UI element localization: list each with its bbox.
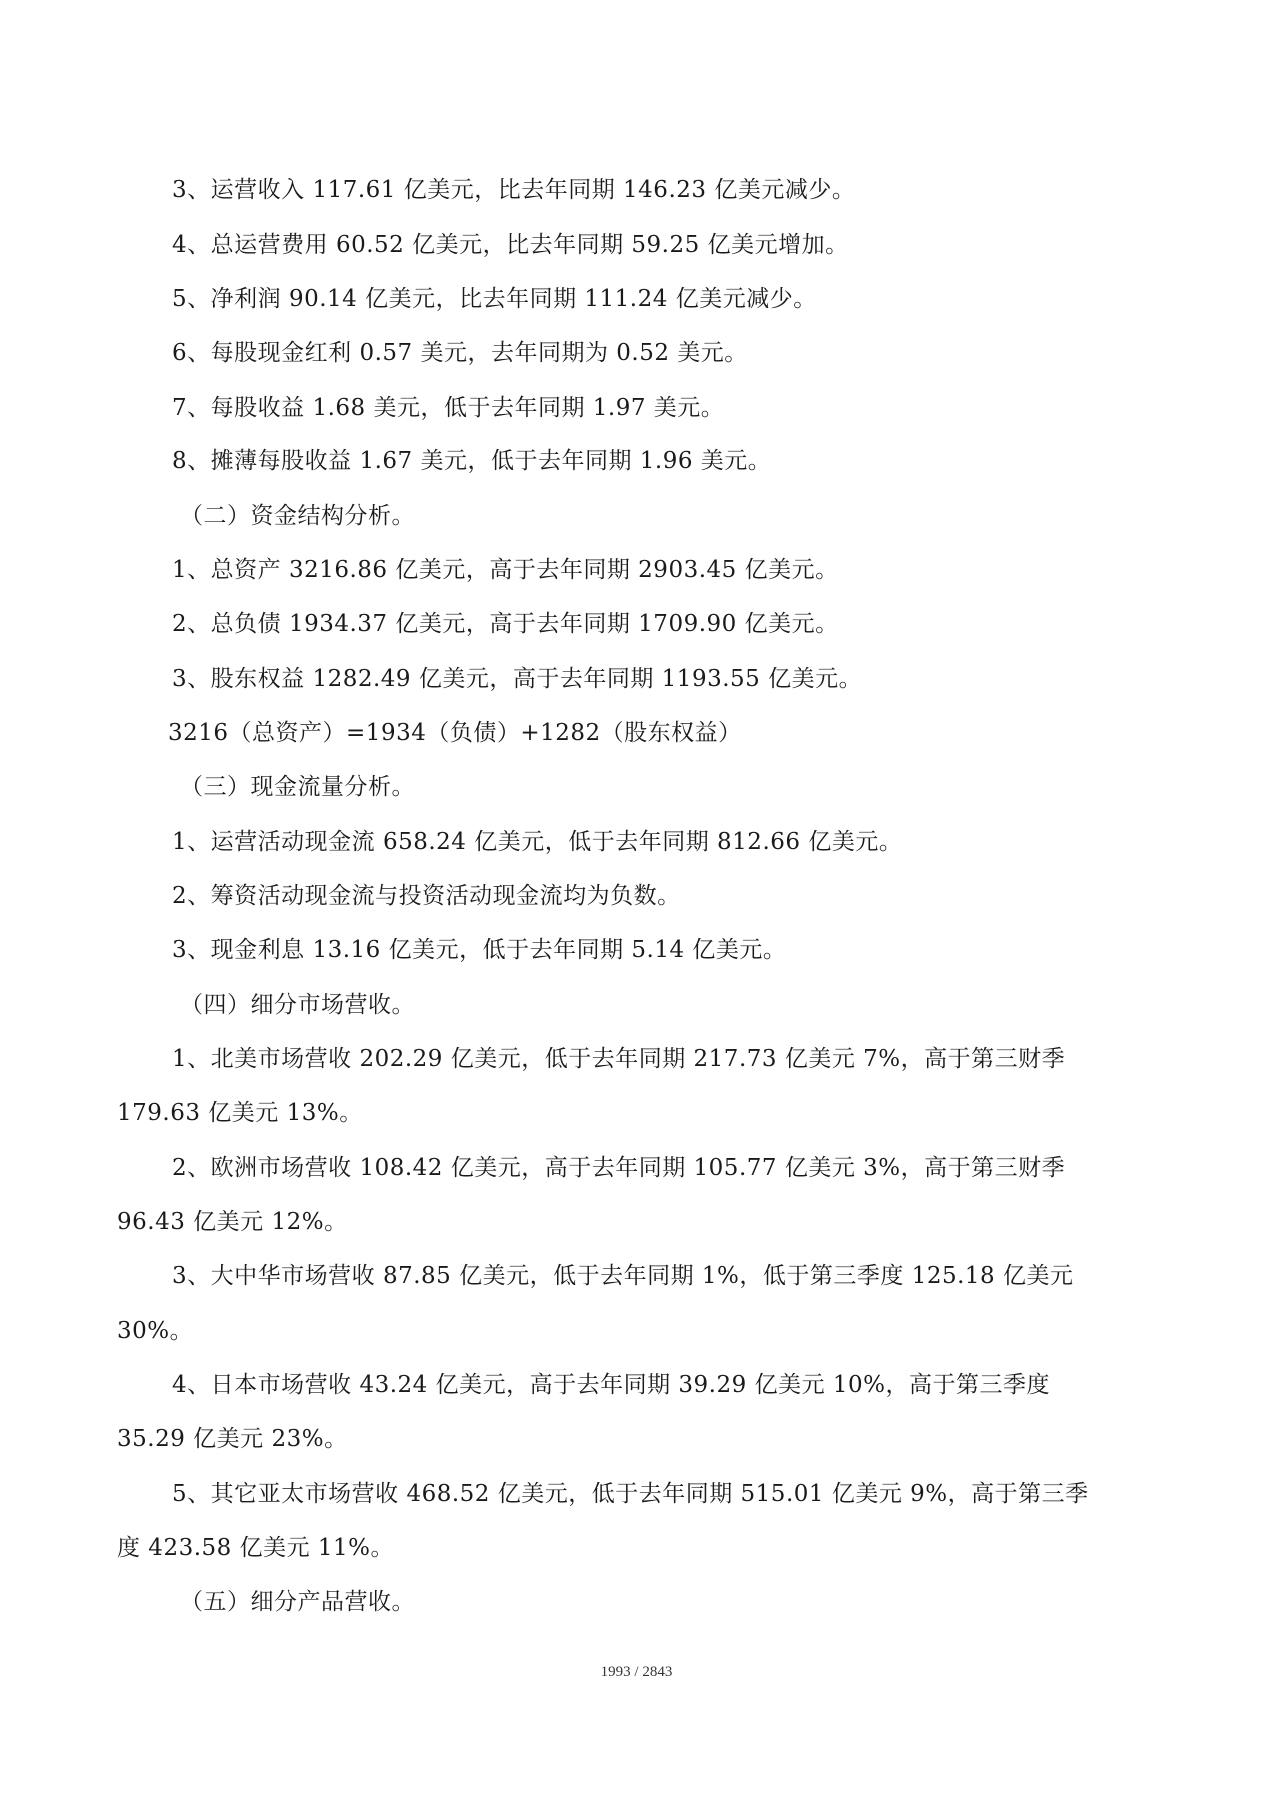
text-line: 6、每股现金红利 0.57 美元，去年同期为 0.52 美元。 xyxy=(172,340,748,366)
text-line: 4、日本市场营收 43.24 亿美元，高于去年同期 39.29 亿美元 10%，高于第三季度 xyxy=(172,1372,1050,1398)
text-line: 2、欧洲市场营收 108.42 亿美元，高于去年同期 105.77 亿美元 3%，高于第三财季 xyxy=(172,1155,1066,1181)
section-heading: （五）细分产品营收。 xyxy=(180,1589,415,1615)
text-line: 3、大中华市场营收 87.85 亿美元，低于去年同期 1%，低于第三季度 125.18 亿美元 xyxy=(172,1263,1074,1289)
text-line: 度 423.58 亿美元 11%。 xyxy=(117,1535,395,1561)
text-line: 1、运营活动现金流 658.24 亿美元，低于去年同期 812.66 亿美元。 xyxy=(172,829,903,855)
text-line: 35.29 亿美元 23%。 xyxy=(117,1426,348,1452)
formula-line: 3216（总资产）=1934（负债）+1282（股东权益） xyxy=(168,720,742,746)
text-line: 4、总运营费用 60.52 亿美元，比去年同期 59.25 亿美元增加。 xyxy=(172,232,849,258)
text-line: 3、运营收入 117.61 亿美元，比去年同期 146.23 亿美元减少。 xyxy=(172,177,856,203)
text-line: 1、北美市场营收 202.29 亿美元，低于去年同期 217.73 亿美元 7%，高于第三财季 xyxy=(172,1046,1066,1072)
text-line: 2、总负债 1934.37 亿美元，高于去年同期 1709.90 亿美元。 xyxy=(172,611,839,637)
text-line: 2、筹资活动现金流与投资活动现金流均为负数。 xyxy=(172,883,681,909)
section-heading: （三）现金流量分析。 xyxy=(180,774,415,800)
section-heading: （二）资金结构分析。 xyxy=(180,503,415,529)
page-number: 1993 / 2843 xyxy=(600,1664,673,1680)
section-heading: （四）细分市场营收。 xyxy=(180,992,415,1018)
text-line: 3、现金利息 13.16 亿美元，低于去年同期 5.14 亿美元。 xyxy=(172,937,787,963)
text-line: 5、其它亚太市场营收 468.52 亿美元，低于去年同期 515.01 亿美元 9%，高于第三季 xyxy=(172,1481,1089,1507)
text-line: 5、净利润 90.14 亿美元，比去年同期 111.24 亿美元减少。 xyxy=(172,286,817,312)
text-line: 1、总资产 3216.86 亿美元，高于去年同期 2903.45 亿美元。 xyxy=(172,557,839,583)
text-line: 179.63 亿美元 13%。 xyxy=(117,1100,363,1126)
text-line: 96.43 亿美元 12%。 xyxy=(117,1209,348,1235)
text-line: 30%。 xyxy=(117,1318,194,1344)
text-line: 7、每股收益 1.68 美元，低于去年同期 1.97 美元。 xyxy=(172,395,725,421)
text-line: 8、摊薄每股收益 1.67 美元，低于去年同期 1.96 美元。 xyxy=(172,448,772,474)
text-line: 3、股东权益 1282.49 亿美元，高于去年同期 1193.55 亿美元。 xyxy=(172,666,863,692)
